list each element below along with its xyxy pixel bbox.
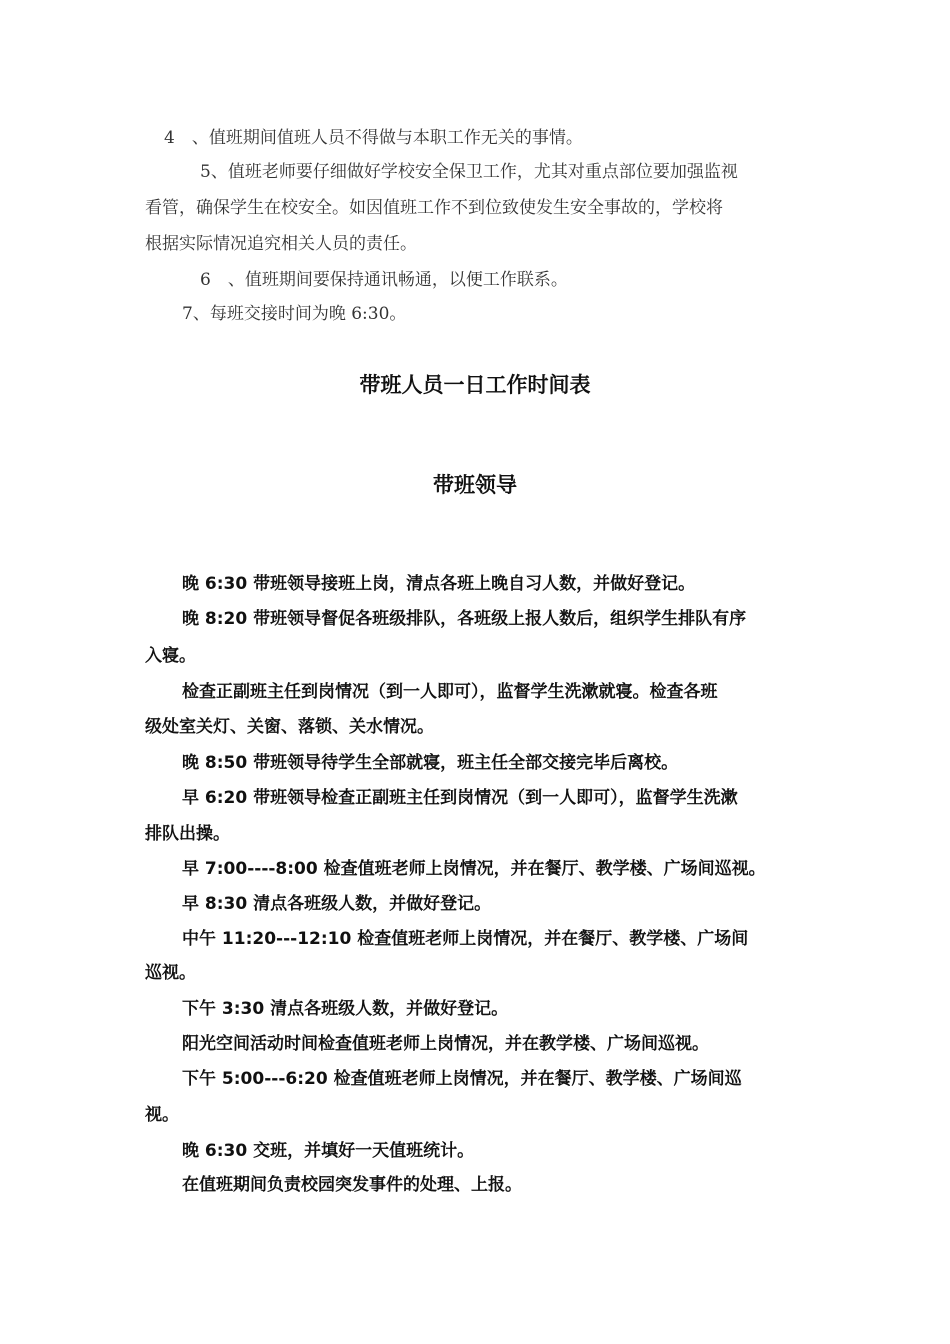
schedule-line: 阳光空间活动时间检查值班老师上岗情况，并在教学楼、广场间巡视。	[182, 1034, 709, 1054]
schedule-line: 视。	[145, 1105, 179, 1125]
rule-item-5-cont: 看管，确保学生在校安全。如因值班工作不到位致使发生安全事故的，学校将	[145, 198, 723, 218]
rule-item-5: 5、值班老师要仔细做好学校安全保卫工作，尤其对重点部位要加强监视	[200, 162, 738, 182]
schedule-line: 检查正副班主任到岗情况（到一人即可），监督学生洗漱就寝。检查各班	[182, 682, 718, 702]
schedule-line: 排队出操。	[145, 824, 230, 844]
schedule-line: 晚 6:30 交班，并填好一天值班统计。	[182, 1141, 475, 1161]
schedule-line: 巡视。	[145, 963, 196, 983]
rule-item-4: 4 、值班期间值班人员不得做与本职工作无关的事情。	[164, 128, 583, 148]
schedule-line: 早 8:30 清点各班级人数，并做好登记。	[182, 894, 492, 914]
schedule-line: 下午 3:30 清点各班级人数，并做好登记。	[182, 999, 509, 1019]
section-subtitle: 带班领导	[433, 473, 517, 497]
schedule-line: 入寝。	[145, 646, 196, 666]
schedule-line: 早 6:20 带班领导检查正副班主任到岗情况（到一人即可），监督学生洗漱	[182, 788, 738, 808]
rule-item-6: 6 、值班期间要保持通讯畅通，以便工作联系。	[200, 270, 568, 290]
rule-item-7: 7、每班交接时间为晚 6:30。	[182, 304, 407, 324]
schedule-line: 晚 8:20 带班领导督促各班级排队，各班级上报人数后，组织学生排队有序	[182, 609, 747, 629]
schedule-line: 下午 5:00---6:20 检查值班老师上岗情况，并在餐厅、教学楼、广场间巡	[182, 1069, 742, 1089]
schedule-line: 中午 11:20---12:10 检查值班老师上岗情况，并在餐厅、教学楼、广场间	[182, 929, 749, 949]
schedule-line: 在值班期间负责校园突发事件的处理、上报。	[182, 1175, 522, 1195]
schedule-line: 晚 8:50 带班领导待学生全部就寝，班主任全部交接完毕后离校。	[182, 753, 679, 773]
schedule-line: 晚 6:30 带班领导接班上岗，清点各班上晚自习人数，并做好登记。	[182, 574, 696, 594]
schedule-line: 早 7:00----8:00 检查值班老师上岗情况，并在餐厅、教学楼、广场间巡视。	[182, 859, 766, 879]
schedule-line: 级处室关灯、关窗、落锁、关水情况。	[145, 717, 434, 737]
rule-item-5-cont: 根据实际情况追究相关人员的责任。	[145, 234, 417, 254]
page-title: 带班人员一日工作时间表	[359, 373, 591, 397]
